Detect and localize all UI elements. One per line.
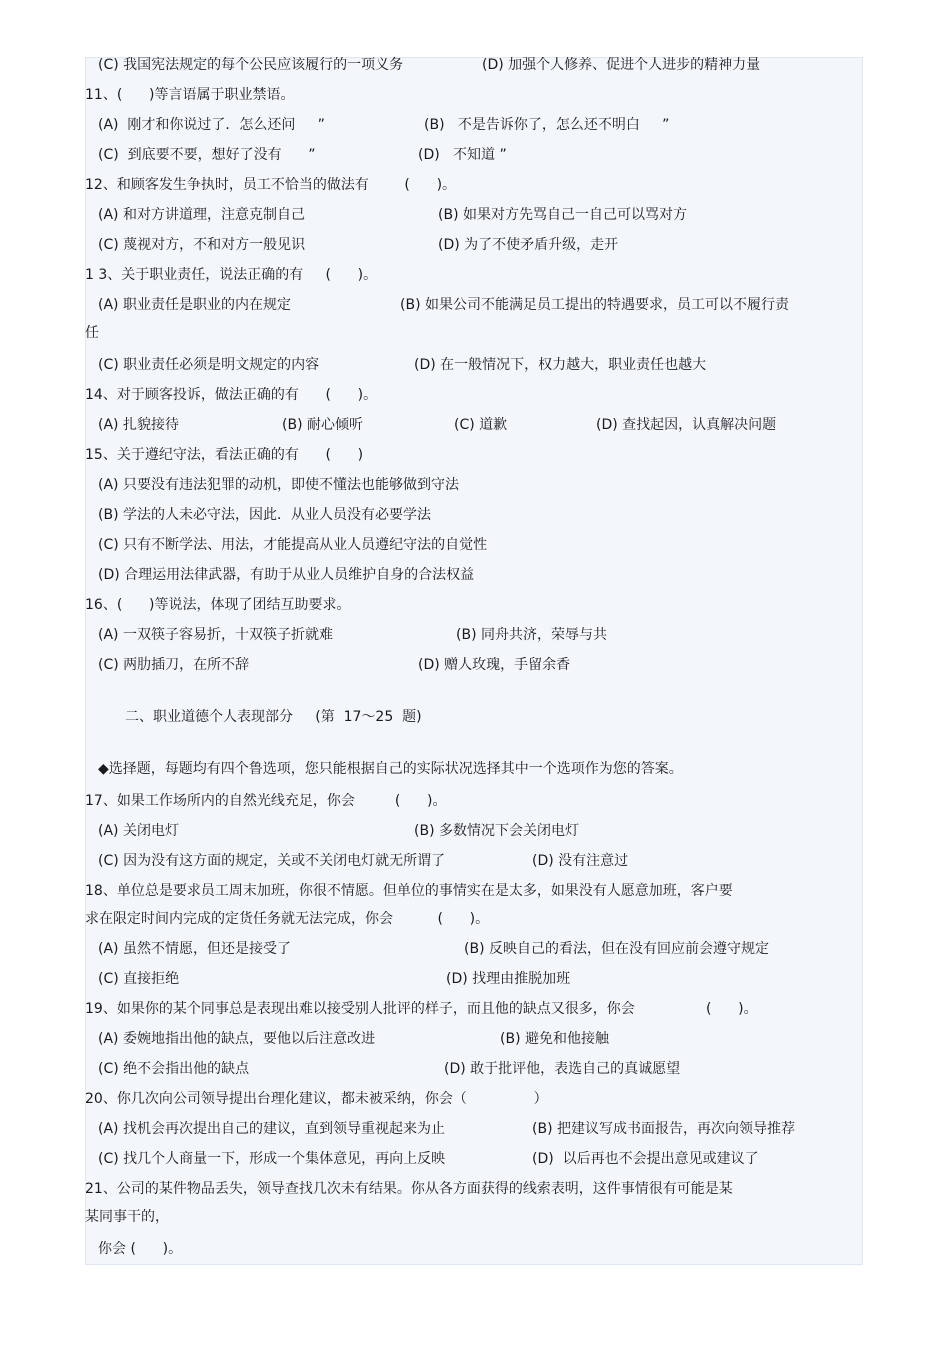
text-line: (B) 同舟共济，荣辱与共 (456, 627, 607, 643)
text-line: (C) 两肋插刀，在所不辞 (98, 657, 250, 673)
text-line: 任 (85, 325, 99, 341)
text-line: (D) 赠人玫瑰，手留余香 (418, 657, 571, 673)
text-line: 20、你几次向公司领导提出台理化建议，都未被采纳，你会（ ） (85, 1091, 548, 1107)
text-line: 17、如果工作场所内的自然光线充足，你会 ( )。 (85, 793, 447, 809)
text-line: 15、关于遵纪守法，看法正确的有 ( ) (85, 447, 364, 463)
text-line: (D) 不知道 ” (418, 147, 507, 163)
text-line: (B) 如果对方先骂自己一自己可以骂对方 (438, 207, 687, 223)
text-line: (C) 因为没有这方面的规定，关或不关闭电灯就无所谓了 (98, 853, 446, 869)
text-line: 某同事干的， (85, 1209, 169, 1225)
text-line: (C) 直接拒绝 (98, 971, 180, 987)
text-line: (B) 耐心倾听 (282, 417, 363, 433)
text-line: (A) 关闭电灯 (98, 823, 179, 839)
text-line: (A) 只要没有违法犯罪的动机，即使不懂法也能够做到守法 (98, 477, 459, 493)
text-line: (D) 以后再也不会提出意见或建议了 (532, 1151, 759, 1167)
text-line: (D) 在一般情况下，权力越大，职业责任也越大 (414, 357, 707, 373)
text-line: (B) 把建议写成书面报告，再次向领导推荐 (532, 1121, 795, 1137)
text-line: (C) 蔑视对方，不和对方一般见识 (98, 237, 306, 253)
text-line: (B) 多数情况下会关闭电灯 (414, 823, 579, 839)
text-line: (C) 我国宪法规定的每个公民应该履行的一项义务 (98, 57, 404, 73)
text-line: (A) 职业责任是职业的内在规定 (98, 297, 291, 313)
text-line: 求在限定时间内完成的定货任务就无法完成，你会 ( )。 (85, 911, 490, 927)
text-line: (B) 学法的人未必守法，因此．从业人员没有必要学法 (98, 507, 431, 523)
text-line: (A) 一双筷子容易折，十双筷子折就难 (98, 627, 333, 643)
text-line: (B) 如果公司不能满足员工提出的特遇要求，员工可以不履行责 (400, 297, 789, 313)
text-line: (C) 只有不断学法、用法，才能提高从业人员遵纪守法的自觉性 (98, 537, 488, 553)
text-line: (C) 找几个人商量一下，形成一个集体意见，再向上反映 (98, 1151, 446, 1167)
text-line: (B) 避免和他接触 (500, 1031, 609, 1047)
text-line: (D) 为了不使矛盾升级，走开 (438, 237, 619, 253)
text-line: (D) 敢于批评他，表选自己的真诚愿望 (444, 1061, 681, 1077)
text-line: (D) 没有注意过 (532, 853, 629, 869)
text-line: (C) 道歉 (454, 417, 508, 433)
text-line: 1 3、关于职业责任，说法正确的有 ( )。 (85, 267, 378, 283)
text-line: (A) 委婉地指出他的缺点，要他以后注意改进 (98, 1031, 375, 1047)
text-line: (C) 到底要不要，想好了没有 ” (98, 147, 316, 163)
text-line: 你会 ( )。 (98, 1241, 183, 1257)
text-line: (B) 反映自己的看法，但在没有回应前会遵守规定 (464, 941, 769, 957)
text-line: (A) 虽然不情愿，但还是接受了 (98, 941, 291, 957)
text-line: ◆选择题，每题均有四个鲁选项，您只能根据自己的实际状况选择其中一个选项作为您的答案。 (98, 761, 683, 777)
text-line: (D) 找理由推脱加班 (446, 971, 571, 987)
text-line: (D) 加强个人修养、促进个人进步的精神力量 (482, 57, 761, 73)
text-line: 19、如果你的某个同事总是表现出难以接受别人批评的样子，而且他的缺点又很多，你会 ( )。 (85, 1001, 758, 1017)
text-line: 18、单位总是要求员工周末加班，你很不情愿。但单位的事情实在是太多，如果没有人愿意加班，客户要 (85, 883, 733, 899)
text-line: 21、公司的某件物品丢失，领导查找几次未有结果。你从各方面获得的线索表明，这件事情很有可能是某 (85, 1181, 733, 1197)
text-line: 14、对于顾客投诉，做法正确的有 ( )。 (85, 387, 378, 403)
text-line: 12、和顾客发生争执时，员工不恰当的做法有 ( )。 (85, 177, 457, 193)
text-line: (A) 扎貌接待 (98, 417, 179, 433)
text-line: (B) 不是告诉你了，怎么还不明白 ” (424, 117, 670, 133)
text-line: (A) 和对方讲道理，注意克制自己 (98, 207, 305, 223)
text-line: (A) 刚才和你说过了．怎么还问 ” (98, 117, 325, 133)
text-line: 二、职业道德个人表现部分 (第 17～25 题) (125, 709, 422, 725)
text-line: (D) 合理运用法律武器，有助于从业人员维护自身的合法权益 (98, 567, 475, 583)
text-line: 16、( )等说法，体现了团结互助要求。 (85, 597, 351, 613)
text-line: (C) 绝不会指出他的缺点 (98, 1061, 250, 1077)
text-line: (A) 找机会再次提出自己的建议，直到领导重视起来为止 (98, 1121, 445, 1137)
text-line: 11、( )等言语属于职业禁语。 (85, 87, 295, 103)
text-line: (D) 查找起因，认真解决问题 (596, 417, 777, 433)
text-line: (C) 职业责任必须是明文规定的内容 (98, 357, 320, 373)
